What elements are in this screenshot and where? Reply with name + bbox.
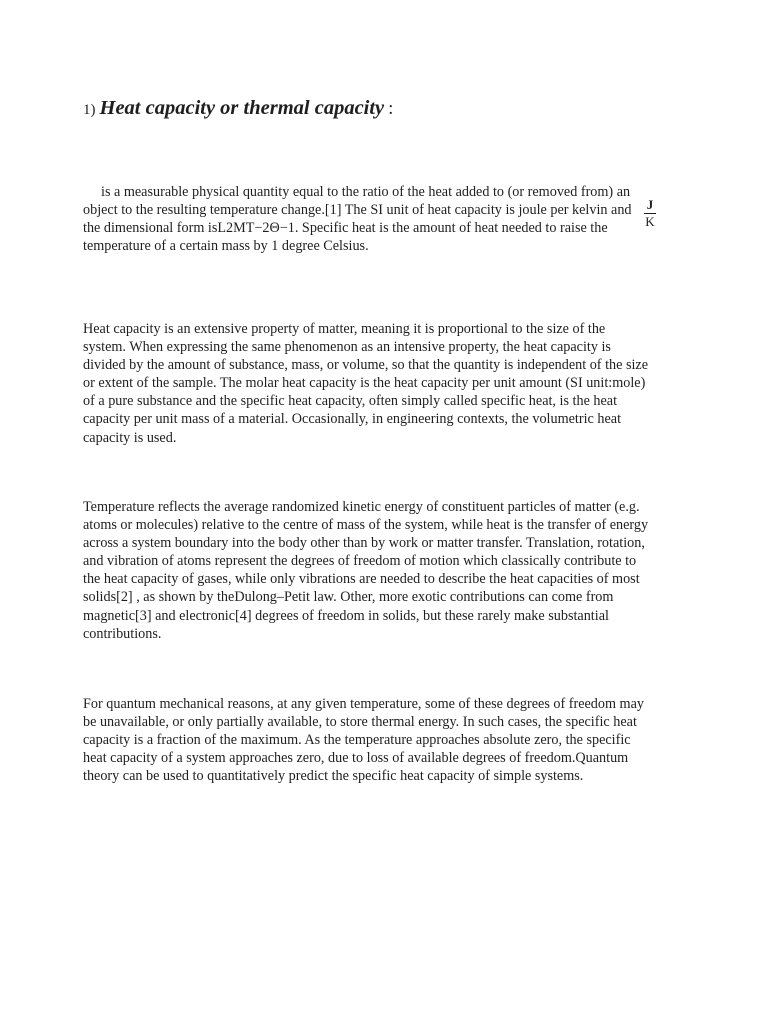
paragraph-definition-line1: is a measurable physical quantity equal to the ratio of the heat added to (or removed from) an (101, 184, 631, 200)
paragraph-quantum: For quantum mechanical reasons, at any given temperature, some of these degrees of freedom may be unavailable, or only partially available, to store thermal energy. In such cases, the specific heat capacity is a fraction of the maximum. As the temperature approaches absolute zero, the specific heat capacity of a system approaches zero, due to loss of available degrees of freedom.Quantum theory can be used to quantitatively predict the specific heat capacity of simple systems. (83, 696, 644, 785)
paragraph-definition (83, 183, 689, 255)
paragraph-temperature: Temperature reflects the average randomized kinetic energy of constituent particles of matter (e.g. atoms or molecules) relative to the centre of mass of the system, while heat is the transfer of energy across a system boundary into the body other than by work or matter transfer. Translation, rotation, and vibration of atoms represent the degrees of freedom of motion which classically contribute to the heat capacity of gases, while only vibrations are needed to describe the heat capacities of most solids[2] , as shown by theDulong–Petit law. Other, more exotic contributions can come from magnetic[3] and electronic[4] degrees of freedom in solids, but these rarely make substantial contributions. (83, 499, 649, 642)
section-heading (83, 94, 393, 124)
unit-fraction-numerator: J (644, 198, 656, 214)
heading-colon: : (388, 98, 394, 119)
heading-title: Heat capacity or thermal capacity (99, 97, 385, 119)
unit-fraction (644, 198, 656, 229)
paragraph-definition-rest: object to the resulting temperature change.[1] The SI unit of heat capacity is joule per kelvin and the dimensional form isL2MT−2Θ−1. Specific heat is the amount of heat needed to raise the temperature of a certain mass by 1 degree Celsius. (83, 202, 632, 255)
heading-number: 1) (83, 102, 96, 118)
paragraph-extensive-property: Heat capacity is an extensive property of matter, meaning it is proportional to the size of the system. When expressing the same phenomenon as an intensive property, the heat capacity is divided by the amount of substance, mass, or volume, so that the quantity is independent of the size or extent of the sample. The molar heat capacity is the heat capacity per unit amount (SI unit:mole) of a pure substance and the specific heat capacity, often simply called specific heat, is the heat capacity per unit mass of a material. Occasionally, in engineering contexts, the volumetric heat capacity is used. (83, 321, 649, 446)
unit-fraction-denominator: K (645, 214, 655, 229)
